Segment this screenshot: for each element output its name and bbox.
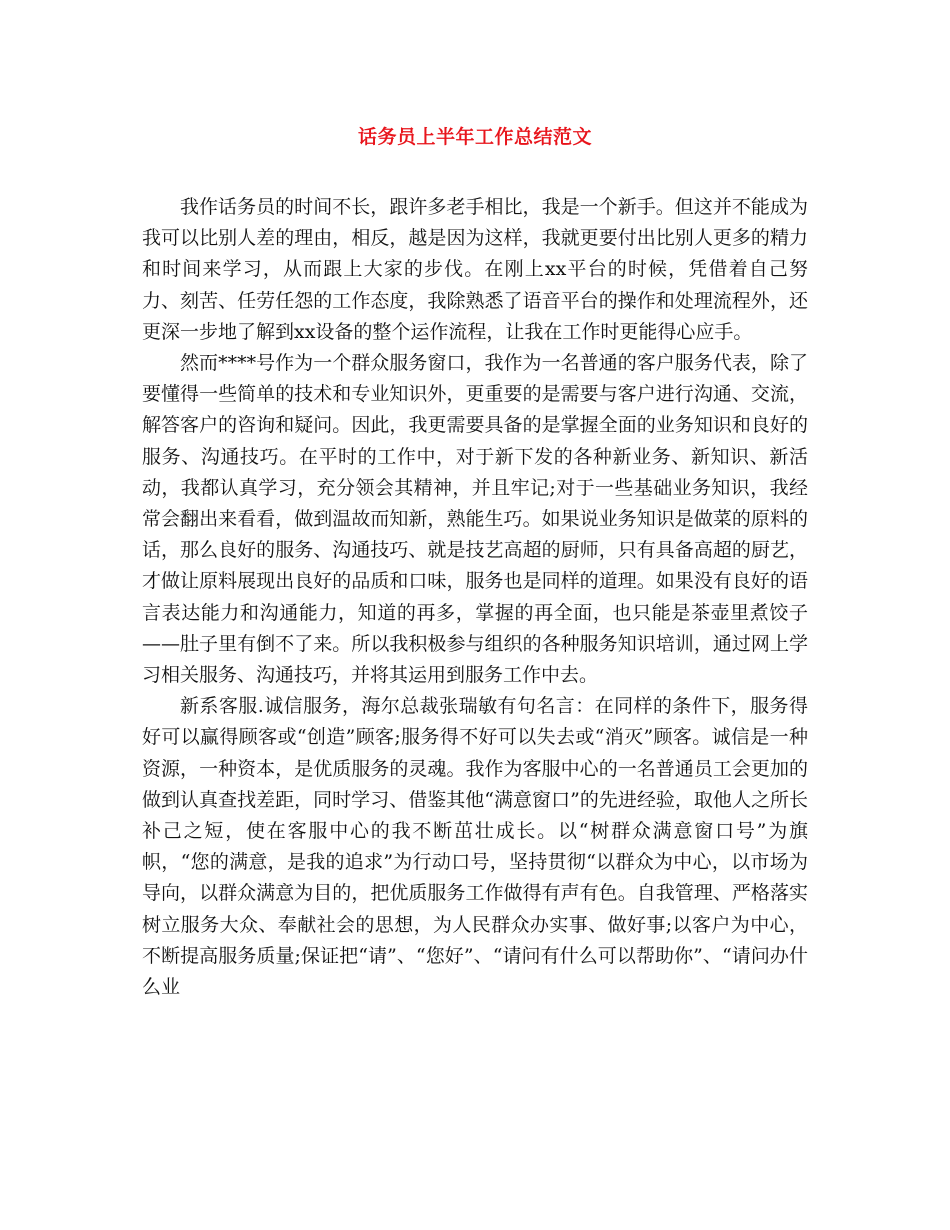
paragraph-3: 新系客服.诚信服务，海尔总裁张瑞敏有句名言：在同样的条件下，服务得好可以赢得顾客或“创造”顾客;服务得不好可以失去或“消灭”顾客。诚信是一种资源，一种资本，是优质服务的灵魂。我作为客服中心的一名普通员工会更加的做到认真查找差距，同时学习、借鉴其他“满意窗口”的先进经验，取他人之所长补己之短，使在客服中心的我不断茁壮成长。以“树群众满意窗口号”为旗帜，“您的满意，是我的追求”为行动口号，坚持贯彻“以群众为中心，以市场为导向，以群众满意为目的，把优质服务工作做得有声有色。自我管理、严格落实树立服务大众、奉献社会的思想，为人民群众办实事、做好事;以客户为中心，不断提高服务质量;保证把“请”、“您好”、“请问有什么可以帮助你”、“请问办什么业 <box>142 695 808 999</box>
document-title: 话务员上半年工作总结范文 <box>357 126 592 148</box>
paragraph-1: 我作话务员的时间不长，跟许多老手相比，我是一个新手。但这并不能成为我可以比别人差的理由，相反，越是因为这样，我就更要付出比别人更多的精力和时间来学习，从而跟上大家的步伐。在刚上xx平台的时候，凭借着自己努力、刻苦、任劳任怨的工作态度，我除熟悉了语音平台的操作和处理流程外，还更深一步地了解到xx设备的整个运作流程，让我在工作时更能得心应手。 <box>142 196 808 343</box>
document-body <box>142 192 808 1003</box>
paragraph-2: 然而****号作为一个群众服务窗口，我作为一名普通的客户服务代表，除了要懂得一些简单的技术和专业知识外，更重要的是需要与客户进行沟通、交流，解答客户的咨询和疑问。因此，我更需要具备的是掌握全面的业务知识和良好的服务、沟通技巧。在平时的工作中，对于新下发的各种新业务、新知识、新活动，我都认真学习，充分领会其精神，并且牢记;对于一些基础业务知识，我经常会翻出来看看，做到温故而知新，熟能生巧。如果说业务知识是做菜的原料的话，那么良好的服务、沟通技巧、就是技艺高超的厨师，只有具备高超的厨艺，才做让原料展现出良好的品质和口味，服务也是同样的道理。如果没有良好的语言表达能力和沟通能力，知道的再多，掌握的再全面，也只能是茶壶里煮饺子——肚子里有倒不了来。所以我积极参与组织的各种服务知识培训，通过网上学习相关服务、沟通技巧，并将其运用到服务工作中去。 <box>142 352 808 687</box>
